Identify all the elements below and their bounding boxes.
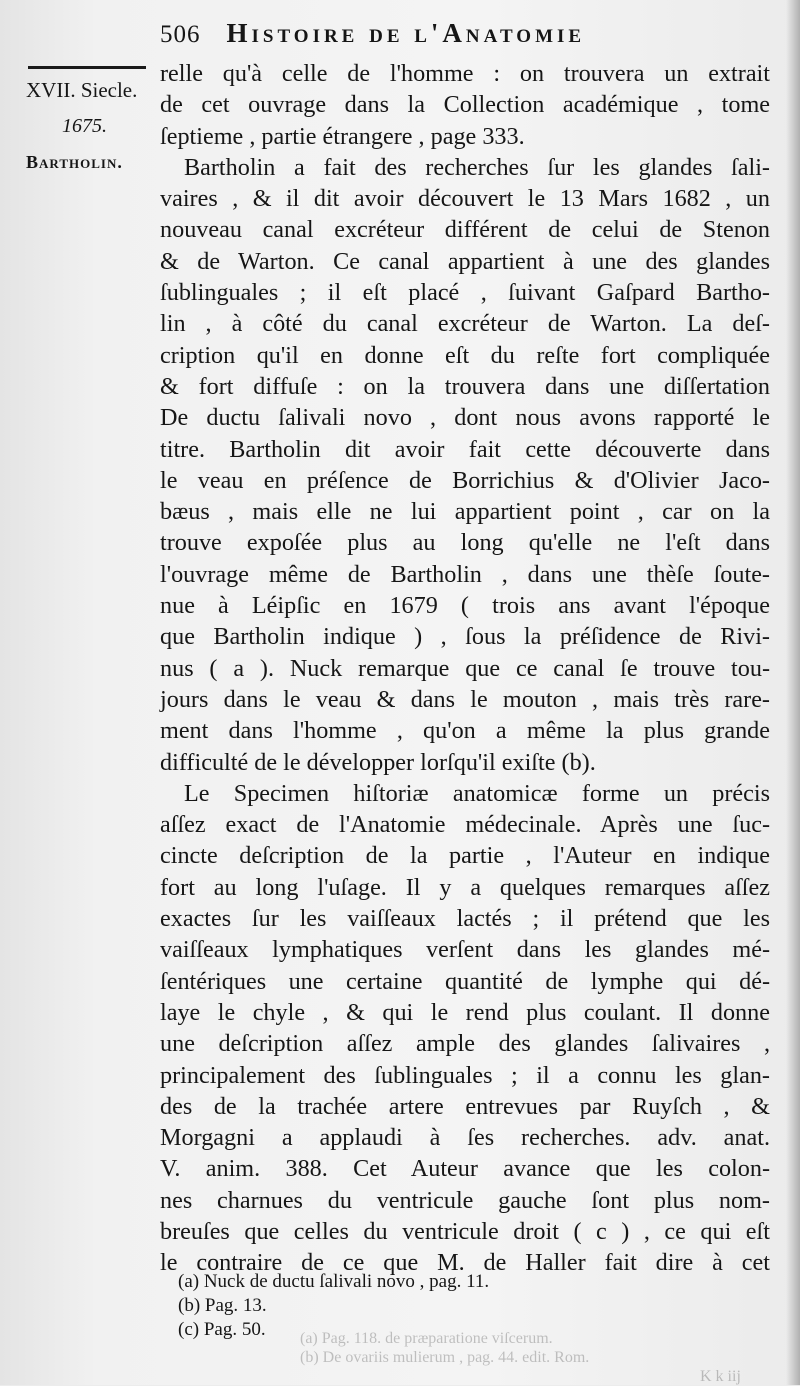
text-line: jours dans le veau & dans le mouton , mais très rare-	[160, 685, 770, 713]
running-title: Histoire de l'Anatomie	[226, 18, 586, 48]
margin-rule	[28, 66, 146, 69]
text-line: que Bartholin indique ) , ſous la préſidence de Rivi-	[160, 623, 770, 651]
text-line: nouveau canal excréteur différent de celui de Stenon	[160, 216, 770, 244]
text-line: breuſes que celles du ventricule droit ( c ) , ce qui eſt	[160, 1217, 770, 1245]
margin-century: XVII. Siecle.	[26, 78, 138, 102]
text-line: De ductu ſalivali novo , dont nous avons rapporté le	[160, 404, 770, 432]
margin-year: 1675.	[62, 115, 107, 137]
page-header	[160, 18, 780, 62]
page-edge-shadow	[786, 0, 800, 1385]
text-line: le contraire de ce que M. de Haller fait dire à cet	[160, 1249, 770, 1277]
text-line: vaiſſeaux lymphatiques verſent dans les glandes mé-	[160, 936, 770, 964]
text-line: fort au long l'uſage. Il y a quelques remarques aſſez	[160, 873, 770, 901]
text-line: nue à Léipſic en 1679 ( trois ans avant l'époque	[160, 592, 770, 620]
text-line: ſublinguales ; il eſt placé , ſuivant Gaſpard Bartho-	[160, 279, 770, 307]
text-line: nes charnues du ventricule gauche ſont plus nom-	[160, 1186, 770, 1214]
text-line: l'ouvrage même de Bartholin , dans une thèſe ſoute-	[160, 560, 770, 588]
text-line: principalement des ſublinguales ; il a connu les glan-	[160, 1061, 770, 1089]
text-line: difficulté de le développer lorſqu'il exiſte (b).	[160, 748, 596, 776]
text-line: laye le chyle , & qui le rend plus coulant. Il donne	[160, 998, 770, 1026]
text-line: une deſcription aſſez ample des glandes ſalivaires ,	[160, 1030, 770, 1058]
text-line: V. anim. 388. Cet Auteur avance que les colon-	[160, 1155, 770, 1183]
text-line: Morgagni a applaudi à ſes recherches. adv. anat.	[160, 1124, 770, 1152]
text-line: cription qu'il en donne eſt du reſte fort compliquée	[160, 341, 770, 369]
text-line: ſeptieme , partie étrangere , page 333.	[160, 122, 525, 150]
page-number: 506	[160, 21, 201, 48]
text-line: nus ( a ). Nuck remarque que ce canal ſe trouve tou-	[160, 654, 770, 682]
footnote: (c) Pag. 50.	[178, 1319, 266, 1340]
margin-author: Bartholin.	[26, 152, 123, 172]
text-line: le veau en préſence de Borrichius & d'Olivier Jaco-	[160, 466, 770, 494]
text-line: lin , à côté du canal excréteur de Warton. La deſ-	[160, 310, 770, 338]
text-line: de cet ouvrage dans la Collection académique , tome	[160, 91, 770, 119]
footnote: (b) Pag. 13.	[178, 1295, 267, 1316]
text-line: Le Specimen hiſtoriæ anatomicæ forme un précis	[184, 779, 770, 807]
text-line: des de la trachée artere entrevues par Ruyſch , &	[160, 1092, 770, 1120]
text-line: aſſez exact de l'Anatomie médecinale. Après une ſuc-	[160, 811, 770, 839]
body-text	[160, 58, 770, 1279]
bleed-through-text: K k iij	[700, 1368, 741, 1385]
text-line: vaires , & il dit avoir découvert le 13 Mars 1682 , un	[160, 185, 770, 213]
text-line: ment dans l'homme , qu'on a même la plus grande	[160, 717, 770, 745]
text-line: bæus , mais elle ne lui appartient point , car on la	[160, 498, 770, 526]
text-line: trouve expoſée plus au long qu'elle ne l'eſt dans	[160, 529, 770, 557]
bleed-through-text: (a) Pag. 118. de præparatione viſcerum.	[300, 1330, 553, 1347]
text-line: relle qu'à celle de l'homme : on trouvera un extrait	[160, 60, 770, 87]
text-line: & fort diffuſe : on la trouvera dans une diſſertation	[160, 372, 770, 400]
text-line: & de Warton. Ce canal appartient à une des glandes	[160, 247, 770, 275]
text-line: cincte deſcription de la partie , l'Auteur en indique	[160, 842, 770, 870]
text-line: exactes ſur les vaiſſeaux lactés ; il prétend que les	[160, 905, 770, 933]
text-line: titre. Bartholin dit avoir fait cette découverte dans	[160, 435, 770, 463]
bleed-through-text: (b) De ovariis mulierum , pag. 44. edit. Rom.	[300, 1349, 590, 1366]
text-line: ſentériques une certaine quantité de lymphe qui dé-	[160, 967, 770, 995]
text-line: Bartholin a fait des recherches ſur les glandes ſali-	[184, 153, 770, 181]
footnote: (a) Nuck de ductu ſalivali novo , pag. 11.	[178, 1271, 490, 1292]
